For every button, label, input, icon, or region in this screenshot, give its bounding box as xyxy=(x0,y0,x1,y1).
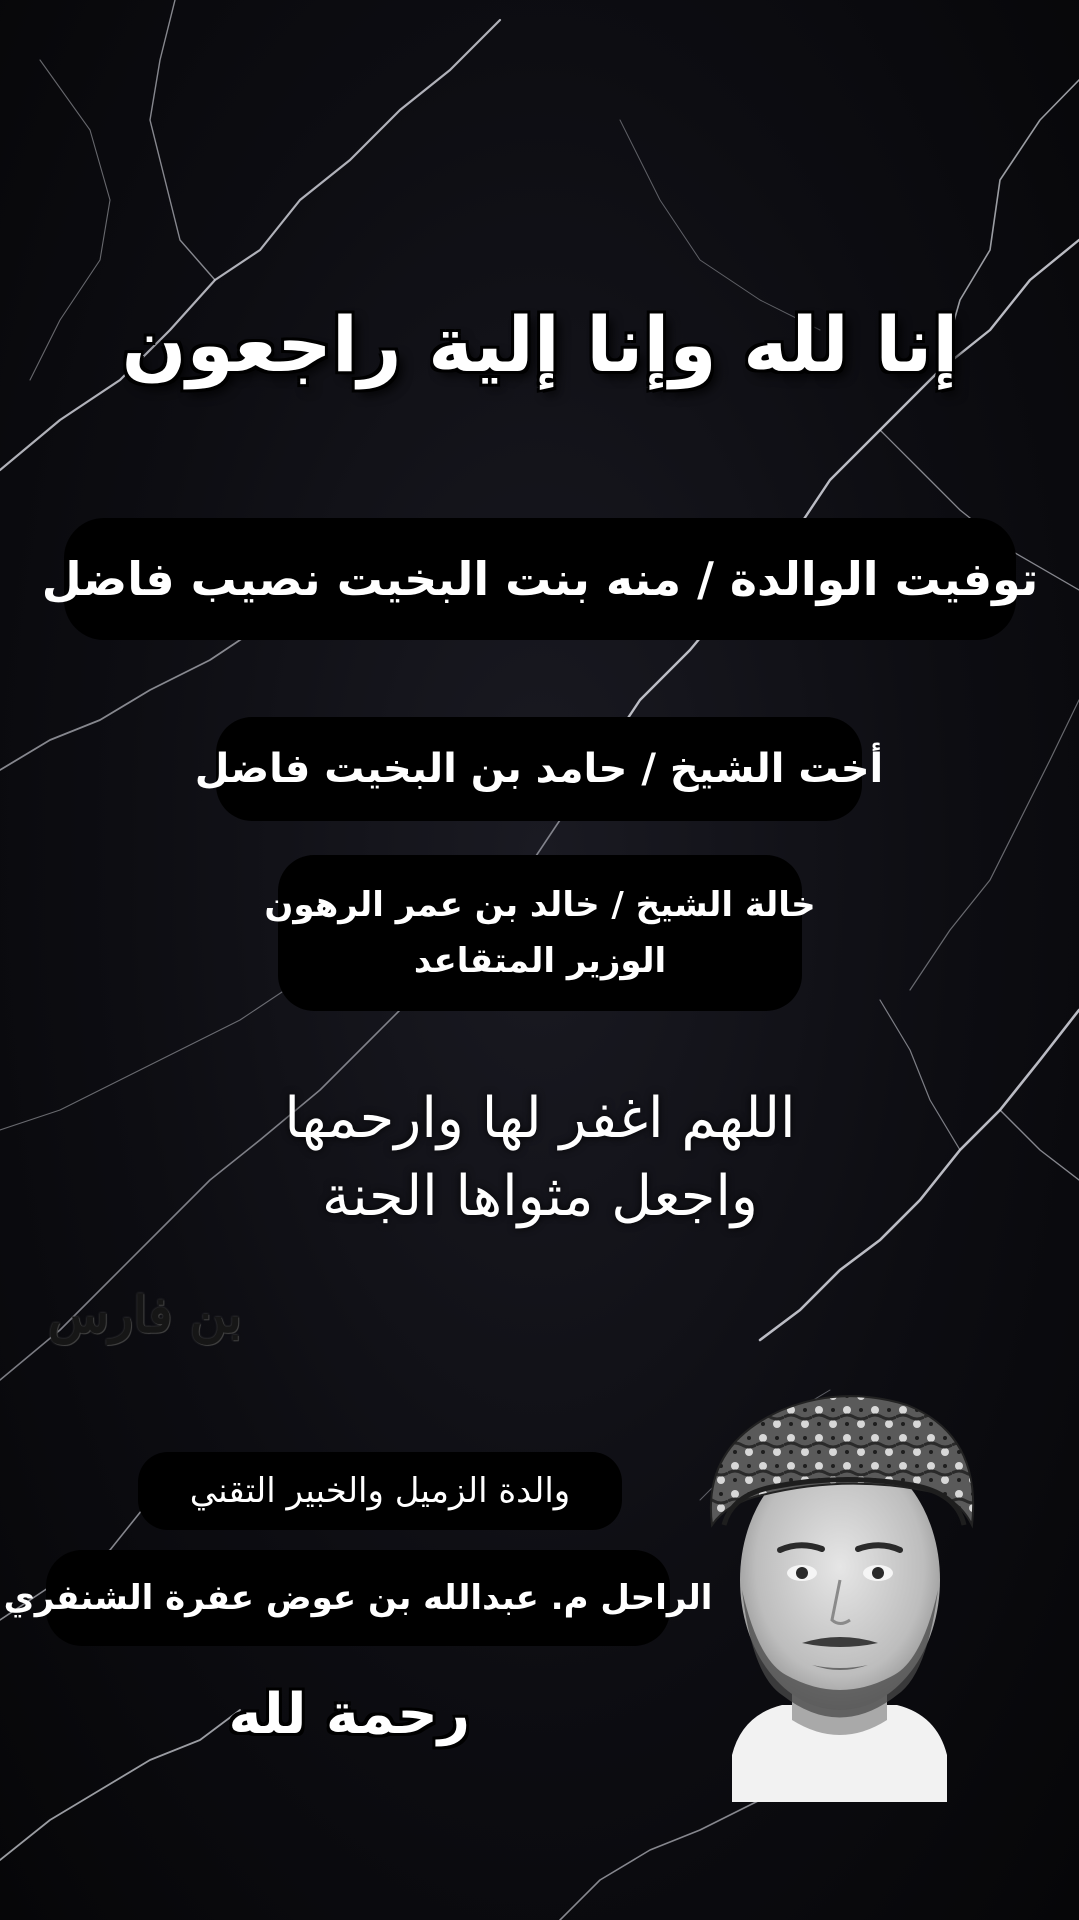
aunt-of-banner xyxy=(264,855,816,1011)
sister-of-text: أخت الشيخ / حامد بن البخيت فاضل xyxy=(194,746,884,792)
mother-of-line1: والدة الزميل والخبير التقني xyxy=(189,1471,571,1511)
designer-signature: بن فارس xyxy=(48,1285,242,1344)
prayer-text xyxy=(200,1080,880,1236)
aunt-of-line2: الوزير المتقاعد xyxy=(413,941,667,981)
portrait-photo-icon xyxy=(672,1375,1007,1802)
announcement-text: توفيت الوالدة / منه بنت البخيت نصيب فاضل xyxy=(41,552,1039,606)
sister-of-banner xyxy=(194,717,884,821)
aunt-of-line1: خالة الشيخ / خالد بن عمر الرهون xyxy=(264,885,816,925)
deceased-son-banner xyxy=(3,1550,713,1646)
prayer-line1: اللهم اغفر لها وارحمها xyxy=(284,1086,796,1151)
closing-text: رحمة لله xyxy=(228,1682,470,1747)
mother-of-banner xyxy=(138,1452,622,1530)
mother-of-line2: الراحل م. عبدالله بن عوض عفرة الشنفري xyxy=(3,1578,713,1618)
announcement-banner xyxy=(41,518,1039,640)
prayer-line2: واجعل مثواها الجنة xyxy=(322,1164,758,1229)
headline: إنا لله وإنا إلية راجعون xyxy=(121,300,959,389)
